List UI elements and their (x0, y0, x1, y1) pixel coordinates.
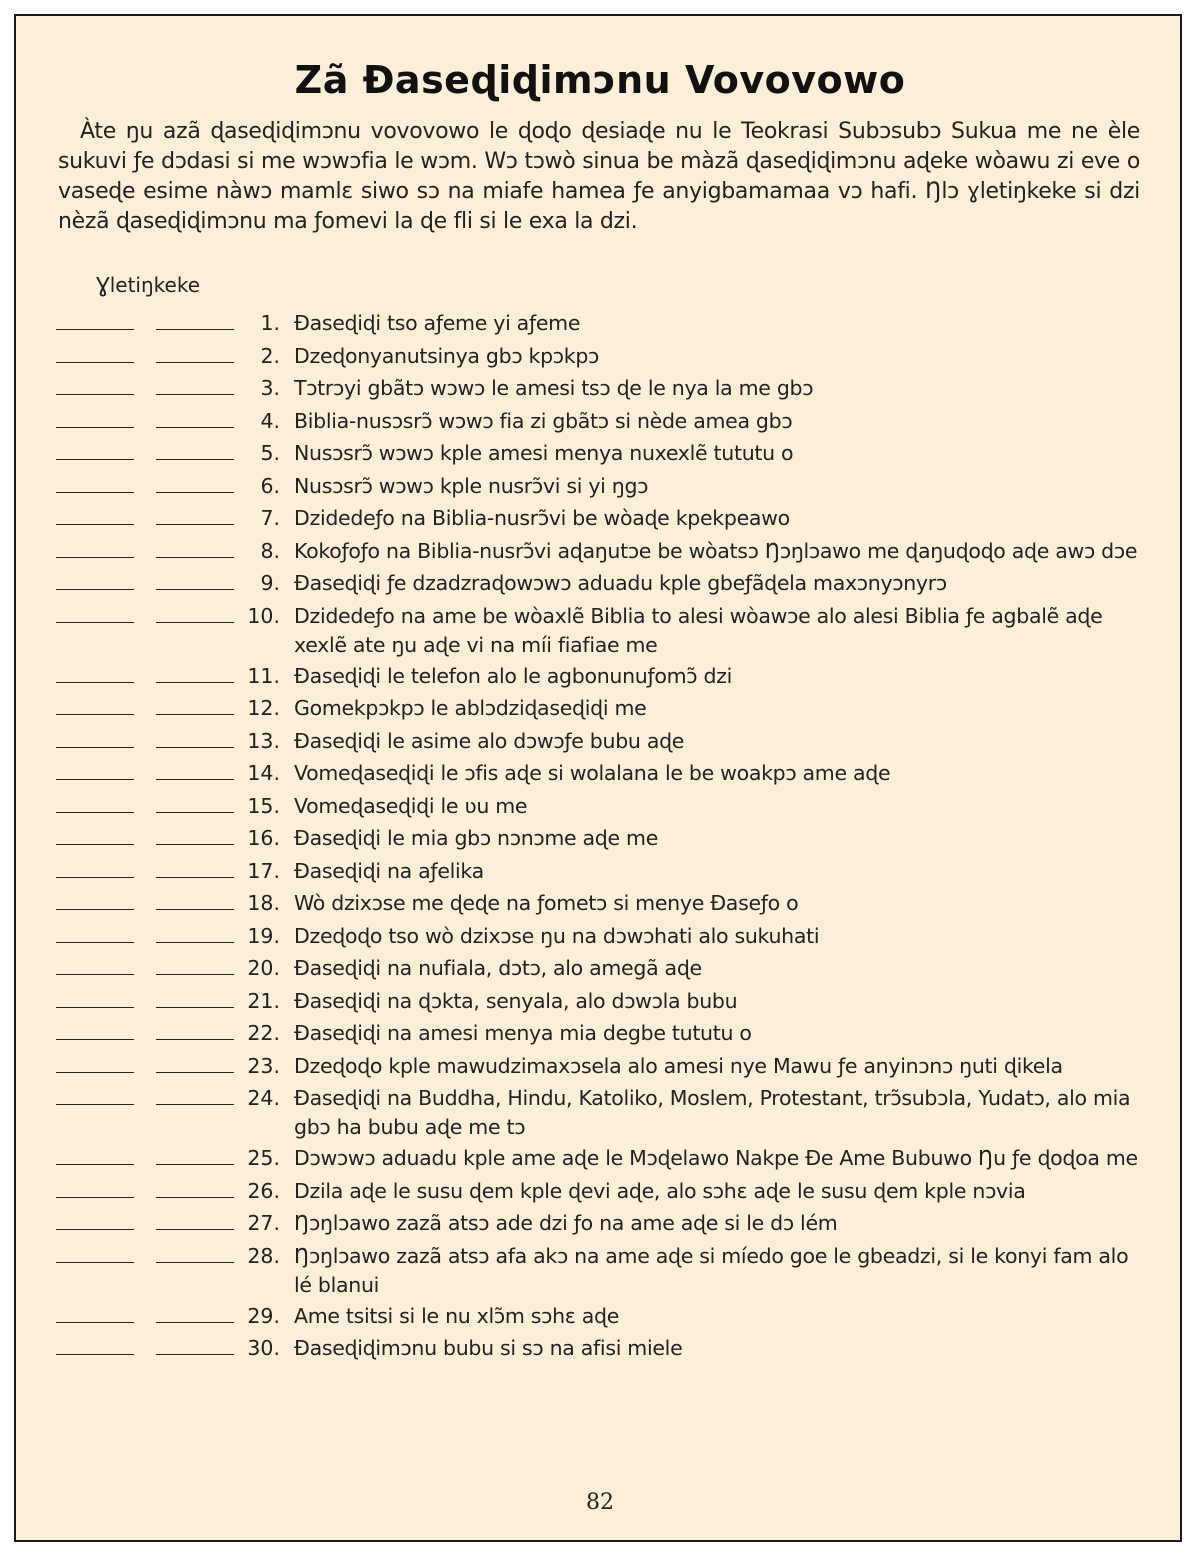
second-date-blank[interactable] (156, 1322, 234, 1323)
first-date-blank[interactable] (56, 1197, 134, 1198)
first-date-blank[interactable] (56, 1262, 134, 1263)
checklist-item (0, 1142, 1200, 1175)
item-text: Ɖaseɖiɖi ƒe dzadzraɖowɔwɔ aduadu kple gbeƒãɖela maxɔnyɔnyrɔ (294, 571, 947, 595)
second-date-blank[interactable] (156, 394, 234, 395)
second-date-blank[interactable] (156, 942, 234, 943)
item-number: 13. (247, 728, 280, 753)
item-text: Ɖaseɖiɖi tso aƒeme yi aƒeme (294, 311, 581, 335)
second-date-blank[interactable] (156, 1262, 234, 1263)
item-text: Biblia-nusɔsrɔ̃ wɔwɔ fia zi gbãtɔ si nède amea gbɔ (294, 408, 793, 433)
checklist-item (0, 822, 1200, 855)
item-text: Dzidedeƒo na Biblia-nusrɔ̃vi be wòaɖe kpekpeawo (294, 506, 790, 530)
item-text: Ŋɔŋlɔawo zazã atsɔ afa akɔ na ame aɖe si míedo goe le gbeadzi, si le konyi fam alo lé blanui (294, 1243, 1129, 1297)
item-text: Gomekpɔkpɔ le ablɔdziɖaseɖiɖi me (294, 696, 647, 720)
item-number: 15. (247, 793, 280, 818)
item-text: Kokoƒoƒo na Biblia-nusrɔ̃vi aɖaŋutɔe be wòatsɔ Ŋɔŋlɔawo me ɖaŋuɖoɖo aɖe awɔ dɔe (294, 538, 1138, 563)
first-date-blank[interactable] (56, 974, 134, 975)
item-number: 12. (247, 696, 280, 720)
item-text: Ɖaseɖiɖi le asime alo dɔwɔƒe bubu aɖe (294, 728, 685, 753)
item-number: 1. (260, 311, 280, 335)
checklist-item (0, 952, 1200, 985)
second-date-blank[interactable] (156, 622, 234, 623)
second-date-blank[interactable] (156, 557, 234, 558)
first-date-blank[interactable] (56, 492, 134, 493)
checklist-item (0, 1175, 1200, 1208)
second-date-blank[interactable] (156, 1104, 234, 1105)
first-date-blank[interactable] (56, 394, 134, 395)
first-date-blank[interactable] (56, 1039, 134, 1040)
second-date-blank[interactable] (156, 1072, 234, 1073)
item-number: 14. (247, 761, 280, 785)
item-number: 8. (260, 538, 280, 563)
first-date-blank[interactable] (56, 1322, 134, 1323)
item-text: Ɖaseɖiɖi na nufiala, dɔtɔ, alo amegã aɖe (294, 956, 702, 980)
page-number: 82 (586, 1490, 614, 1515)
item-text: Nusɔsrɔ̃ wɔwɔ kple nusrɔ̃vi si yi ŋgɔ (294, 473, 649, 498)
second-date-blank[interactable] (156, 524, 234, 525)
second-date-blank[interactable] (156, 812, 234, 813)
checklist-item (0, 1300, 1200, 1333)
checklist-item (0, 307, 1200, 340)
second-date-blank[interactable] (156, 1164, 234, 1165)
second-date-blank[interactable] (156, 427, 234, 428)
checklist (0, 307, 1200, 1365)
checklist-item (0, 1207, 1200, 1240)
checklist-item (0, 920, 1200, 953)
date-column-header: Ɣletiŋkeke (96, 273, 201, 297)
item-text: Ɖaseɖiɖi na amesi menya mia degbe tututu o (294, 1021, 752, 1045)
item-number: 26. (247, 1178, 280, 1203)
checklist-item (0, 887, 1200, 920)
checklist-item (0, 340, 1200, 373)
first-date-blank[interactable] (56, 812, 134, 813)
item-text: Dzeɖoɖo kple mawudzimaxɔsela alo amesi nye Mawu ƒe anyinɔnɔ ŋuti ɖikela (294, 1053, 1063, 1078)
item-text: Ɖaseɖiɖimɔnu bubu si sɔ na afisi miele (294, 1336, 683, 1360)
item-number: 29. (247, 1303, 280, 1328)
first-date-blank[interactable] (56, 909, 134, 910)
item-number: 23. (247, 1053, 280, 1078)
item-text: Ame tsitsi si le nu xlɔ̃m sɔhɛ aɖe (294, 1303, 620, 1328)
second-date-blank[interactable] (156, 1039, 234, 1040)
first-date-blank[interactable] (56, 427, 134, 428)
checklist-item (0, 660, 1200, 693)
second-date-blank[interactable] (156, 974, 234, 975)
item-number: 3. (260, 376, 280, 400)
item-text: Dzidedeƒo na ame be wòaxlẽ Biblia to alesi wòawɔe alo alesi Biblia ƒe agbalẽ aɖe xexlẽ ate ŋu aɖe vi na míi fiafiae me (294, 603, 1103, 657)
item-number: 18. (247, 891, 280, 915)
item-text: Dɔwɔwɔ aduadu kple ame aɖe le Mɔɖelawo Nakpe Ɖe Ame Bubuwo Ŋu ƒe ɖoɖoa me (294, 1146, 1138, 1170)
checklist-item (0, 1240, 1200, 1300)
checklist-item (0, 1017, 1200, 1050)
item-number: 30. (247, 1336, 280, 1360)
item-number: 10. (247, 603, 280, 628)
first-date-blank[interactable] (56, 459, 134, 460)
first-date-blank[interactable] (56, 1104, 134, 1105)
item-number: 5. (260, 441, 280, 465)
checklist-item (0, 790, 1200, 823)
checklist-item (0, 1050, 1200, 1083)
item-number: 22. (247, 1021, 280, 1045)
item-number: 17. (247, 858, 280, 883)
second-date-blank[interactable] (156, 459, 234, 460)
item-text: Wò dzixɔse me ɖeɖe na ƒometɔ si menye Ɖaseƒo o (294, 891, 799, 915)
item-number: 20. (247, 956, 280, 980)
first-date-blank[interactable] (56, 1164, 134, 1165)
second-date-blank[interactable] (156, 877, 234, 878)
intro-paragraph: Àte ŋu azã ɖaseɖiɖimɔnu vovovowo le ɖoɖo ɖesiaɖe nu le Teokrasi Subɔsubɔ Sukua me ne èle sukuvi ƒe dɔdasi si me wɔwɔfia le wɔm. Wɔ tɔwò sinua be màzã ɖaseɖiɖimɔnu aɖeke wòawu zi eve o vaseɖe esime nàwɔ mamlɛ siwo sɔ na miafe hamea ƒe anyigbamamaa vɔ hafi. Ŋlɔ ɣletiŋkeke si dzi nèzã ɖaseɖiɖimɔnu ma ƒomevi la ɖe fli si le exa la dzi. (58, 119, 1140, 234)
first-date-blank[interactable] (56, 942, 134, 943)
second-date-blank[interactable] (156, 1354, 234, 1355)
checklist-item (0, 372, 1200, 405)
first-date-blank[interactable] (56, 779, 134, 780)
item-number: 9. (260, 571, 280, 595)
first-date-blank[interactable] (56, 877, 134, 878)
first-date-blank[interactable] (56, 1007, 134, 1008)
item-text: Ɖaseɖiɖi le mia gbɔ nɔnɔme aɖe me (294, 826, 659, 850)
item-number: 2. (260, 343, 280, 368)
item-number: 11. (247, 663, 280, 688)
checklist-item (0, 600, 1200, 660)
checklist-item (0, 535, 1200, 568)
first-date-blank[interactable] (56, 1354, 134, 1355)
checklist-item (0, 470, 1200, 503)
second-date-blank[interactable] (156, 362, 234, 363)
checklist-item (0, 405, 1200, 438)
second-date-blank[interactable] (156, 1007, 234, 1008)
checklist-item (0, 725, 1200, 758)
first-date-blank[interactable] (56, 1229, 134, 1230)
checklist-item (0, 437, 1200, 470)
first-date-blank[interactable] (56, 1072, 134, 1073)
first-date-blank[interactable] (56, 589, 134, 590)
second-date-blank[interactable] (156, 589, 234, 590)
second-date-blank[interactable] (156, 682, 234, 683)
second-date-blank[interactable] (156, 747, 234, 748)
item-number: 6. (260, 473, 280, 498)
first-date-blank[interactable] (56, 557, 134, 558)
second-date-blank[interactable] (156, 844, 234, 845)
item-text: Vomeɖaseɖiɖi le ɔfis aɖe si wolalana le be woakpɔ ame aɖe (294, 761, 891, 785)
item-text: Ɖaseɖiɖi le telefon alo le agbonunuƒomɔ̃ dzi (294, 663, 733, 688)
second-date-blank[interactable] (156, 779, 234, 780)
item-number: 4. (260, 408, 280, 433)
checklist-item (0, 757, 1200, 790)
checklist-item (0, 855, 1200, 888)
item-text: Dzila aɖe le susu ɖem kple ɖevi aɖe, alo sɔhɛ aɖe le susu ɖem kple nɔvia (294, 1178, 1026, 1203)
item-number: 24. (247, 1086, 280, 1110)
item-number: 27. (247, 1211, 280, 1235)
checklist-item (0, 1082, 1200, 1142)
checklist-item (0, 1332, 1200, 1365)
second-date-blank[interactable] (156, 492, 234, 493)
second-date-blank[interactable] (156, 1197, 234, 1198)
first-date-blank[interactable] (56, 329, 134, 330)
checklist-item (0, 985, 1200, 1018)
item-text: Nusɔsrɔ̃ wɔwɔ kple amesi menya nuxexlẽ tututu o (294, 441, 794, 465)
item-text: Tɔtrɔyi gbãtɔ wɔwɔ le amesi tsɔ ɖe le nya la me gbɔ (294, 376, 814, 400)
first-date-blank[interactable] (56, 622, 134, 623)
checklist-item (0, 502, 1200, 535)
item-text: Ɖaseɖiɖi na ɖɔkta, senyala, alo dɔwɔla bubu (294, 988, 738, 1013)
item-number: 21. (247, 988, 280, 1013)
first-date-blank[interactable] (56, 844, 134, 845)
item-text: Ɖaseɖiɖi na aƒelika (294, 858, 484, 883)
item-number: 7. (260, 506, 280, 530)
first-date-blank[interactable] (56, 362, 134, 363)
item-number: 16. (247, 826, 280, 850)
second-date-blank[interactable] (156, 1229, 234, 1230)
first-date-blank[interactable] (56, 682, 134, 683)
first-date-blank[interactable] (56, 714, 134, 715)
checklist-item (0, 567, 1200, 600)
second-date-blank[interactable] (156, 329, 234, 330)
checklist-item (0, 692, 1200, 725)
item-text: Dzeɖonyanutsinya gbɔ kpɔkpɔ (294, 343, 599, 368)
first-date-blank[interactable] (56, 524, 134, 525)
item-text: Dzeɖoɖo tso wò dzixɔse ŋu na dɔwɔhati alo sukuhati (294, 923, 820, 948)
item-number: 25. (247, 1146, 280, 1170)
item-text: Vomeɖaseɖiɖi le ʋu me (294, 793, 528, 818)
second-date-blank[interactable] (156, 714, 234, 715)
page-title: Zã Ɖaseɖiɖimɔnu Vovovowo (294, 58, 906, 102)
second-date-blank[interactable] (156, 909, 234, 910)
item-text: Ɖaseɖiɖi na Buddha, Hindu, Katoliko, Moslem, Protestant, trɔ̃subɔla, Yudatɔ, alo mia gbɔ ha bubu aɖe me tɔ (294, 1086, 1131, 1139)
item-number: 28. (247, 1243, 280, 1268)
item-number: 19. (247, 923, 280, 948)
item-text: Ŋɔŋlɔawo zazã atsɔ ade dzi ƒo na ame aɖe si le dɔ lém (294, 1211, 838, 1235)
first-date-blank[interactable] (56, 747, 134, 748)
